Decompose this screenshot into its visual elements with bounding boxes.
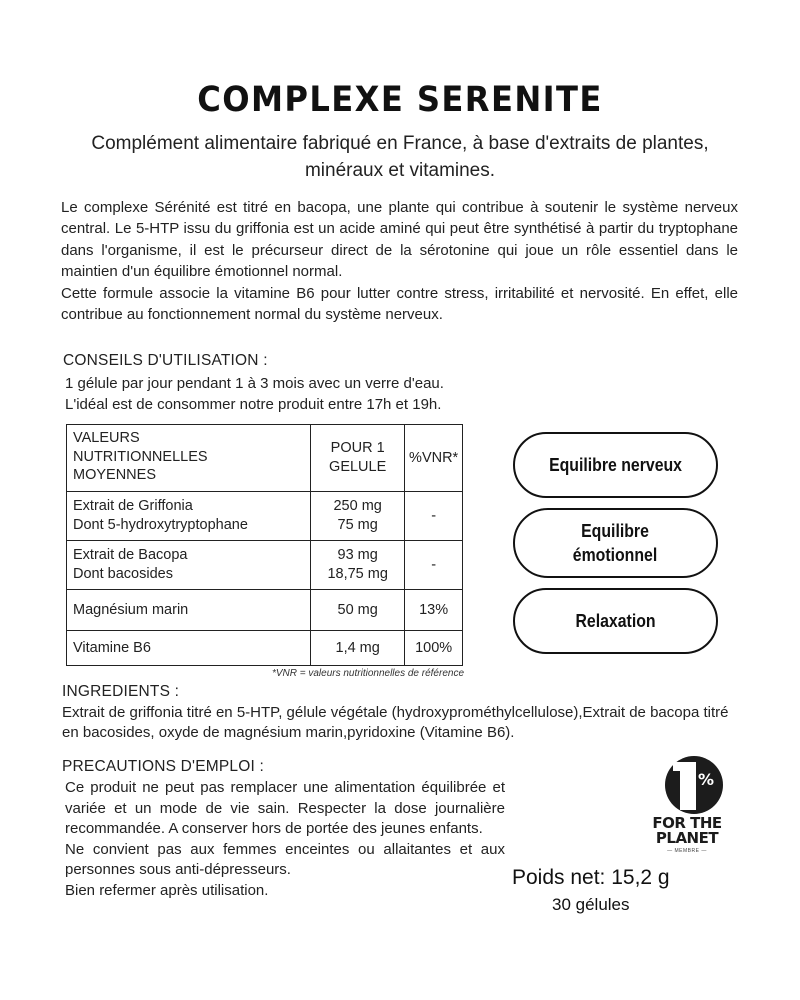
logo-percent-sign: % (698, 770, 715, 789)
benefit-badge-relaxation (513, 588, 718, 654)
nutrient-amount: 1,4 mg (311, 631, 405, 666)
usage-line: 1 gélule par jour pendant 1 à 3 mois avec un verre d'eau. (65, 375, 444, 392)
logo-line: PLANET (655, 829, 719, 847)
nutrition-table (66, 424, 463, 666)
amount-line: 18,75 mg (327, 566, 388, 582)
header-nutritional-values (67, 425, 311, 492)
amount-line: 250 mg (333, 498, 382, 514)
header-text: POUR 1 (330, 440, 385, 456)
usage-heading: CONSEILS D'UTILISATION : (63, 352, 268, 369)
precaution-paragraph: Ne convient pas aux femmes enceintes ou allaitantes et aux personnes sous anti-dépresseurs. (65, 840, 505, 878)
logo-wordmark (645, 816, 729, 846)
table-row (67, 541, 463, 590)
product-subtitle: Complément alimentaire fabriqué en France, à base d'extraits de plantes, minéraux et vitamines. (91, 133, 709, 181)
benefit-badge-emotional-balance (513, 508, 718, 578)
nutrient-vnr: 100% (405, 631, 463, 666)
header-text: MOYENNES (73, 467, 156, 483)
one-percent-for-the-planet-logo (645, 756, 729, 860)
header-text: GELULE (329, 459, 387, 475)
nutrient-name-line: Extrait de Bacopa (73, 547, 188, 563)
benefit-badge-nervous-balance (513, 432, 718, 498)
benefit-label: Relaxation (575, 611, 656, 631)
table-row (67, 590, 463, 631)
nutrient-name-line: Extrait de Griffonia (73, 498, 193, 514)
logo-circle-icon (665, 756, 723, 814)
logo-one-glyph (680, 762, 696, 810)
product-title: COMPLEXE SERENITE (197, 80, 603, 120)
nutrient-name: Vitamine B6 (67, 631, 311, 666)
capsule-count: 30 gélules (552, 895, 630, 914)
nutrient-vnr: - (405, 492, 463, 541)
nutrient-amount (311, 541, 405, 590)
benefit-label: émotionnel (573, 545, 658, 565)
nutrient-name-line: Dont bacosides (73, 566, 173, 582)
amount-line: 93 mg (337, 547, 378, 563)
header-text: NUTRITIONNELLES (73, 448, 208, 465)
header-per-capsule (311, 425, 405, 492)
table-row (67, 631, 463, 666)
nutrient-amount (311, 492, 405, 541)
header-vnr: %VNR* (405, 425, 463, 492)
nutrient-name: Magnésium marin (67, 590, 311, 631)
precaution-paragraph: Ce produit ne peut pas remplacer une alimentation équilibrée et variée et un mode de vie sain. Respecter la dose journalière recommandée. A conserver hors de portée des jeunes enfants. (65, 779, 505, 837)
ingredients-text: Extrait de griffonia titré en 5-HTP, gélule végétale (hydroxyprométhylcellulose),Extrait de bacopa titré en bacosides, oxyde de magnésium marin,pyridoxine (Vitamine B6). (62, 704, 729, 741)
intro-description (61, 197, 738, 325)
precaution-paragraph: Bien refermer après utilisation. (65, 881, 269, 899)
logo-line: FOR THE (652, 814, 722, 832)
benefit-label: Equilibre (581, 521, 650, 541)
net-weight: Poids net: 15,2 g (512, 866, 670, 889)
nutrient-name-line: Dont 5-hydroxytryptophane (73, 517, 248, 533)
precautions-text (65, 778, 505, 901)
header-text: VALEURS (73, 430, 140, 446)
ingredients-heading: INGREDIENTS : (62, 683, 180, 700)
intro-paragraph: Le complexe Sérénité est titré en bacopa, une plante qui contribue à soutenir le système nerveux central. Le 5-HTP issu du griffonia est un acide aminé qui peut être synthétisé à partir du tryptophane dans l'organisme, il est le précurseur direct de la sérotonine qui joue un rôle essentiel dans le maintien d'un équilibre émotionnel normal. (61, 199, 738, 281)
logo-member-label: — MEMBRE — (667, 848, 707, 854)
usage-instructions (65, 374, 444, 415)
nutrient-amount: 50 mg (311, 590, 405, 631)
vnr-footnote: *VNR = valeurs nutritionnelles de référence (271, 668, 464, 679)
nutrient-vnr: - (405, 541, 463, 590)
nutrient-vnr: 13% (405, 590, 463, 631)
table-row (67, 492, 463, 541)
benefit-label: Equilibre nerveux (549, 455, 682, 475)
nutrient-name (67, 492, 311, 541)
amount-line: 75 mg (337, 517, 378, 533)
intro-paragraph: Cette formule associe la vitamine B6 pour lutter contre stress, irritabilité et nervosité. En effet, elle contribue au fonctionnement normal du système nerveux. (61, 284, 738, 324)
usage-line: L'idéal est de consommer notre produit entre 17h et 19h. (65, 395, 442, 413)
table-header-row (67, 425, 463, 492)
precautions-heading: PRECAUTIONS D'EMPLOI : (62, 758, 265, 775)
nutrient-name (67, 541, 311, 590)
